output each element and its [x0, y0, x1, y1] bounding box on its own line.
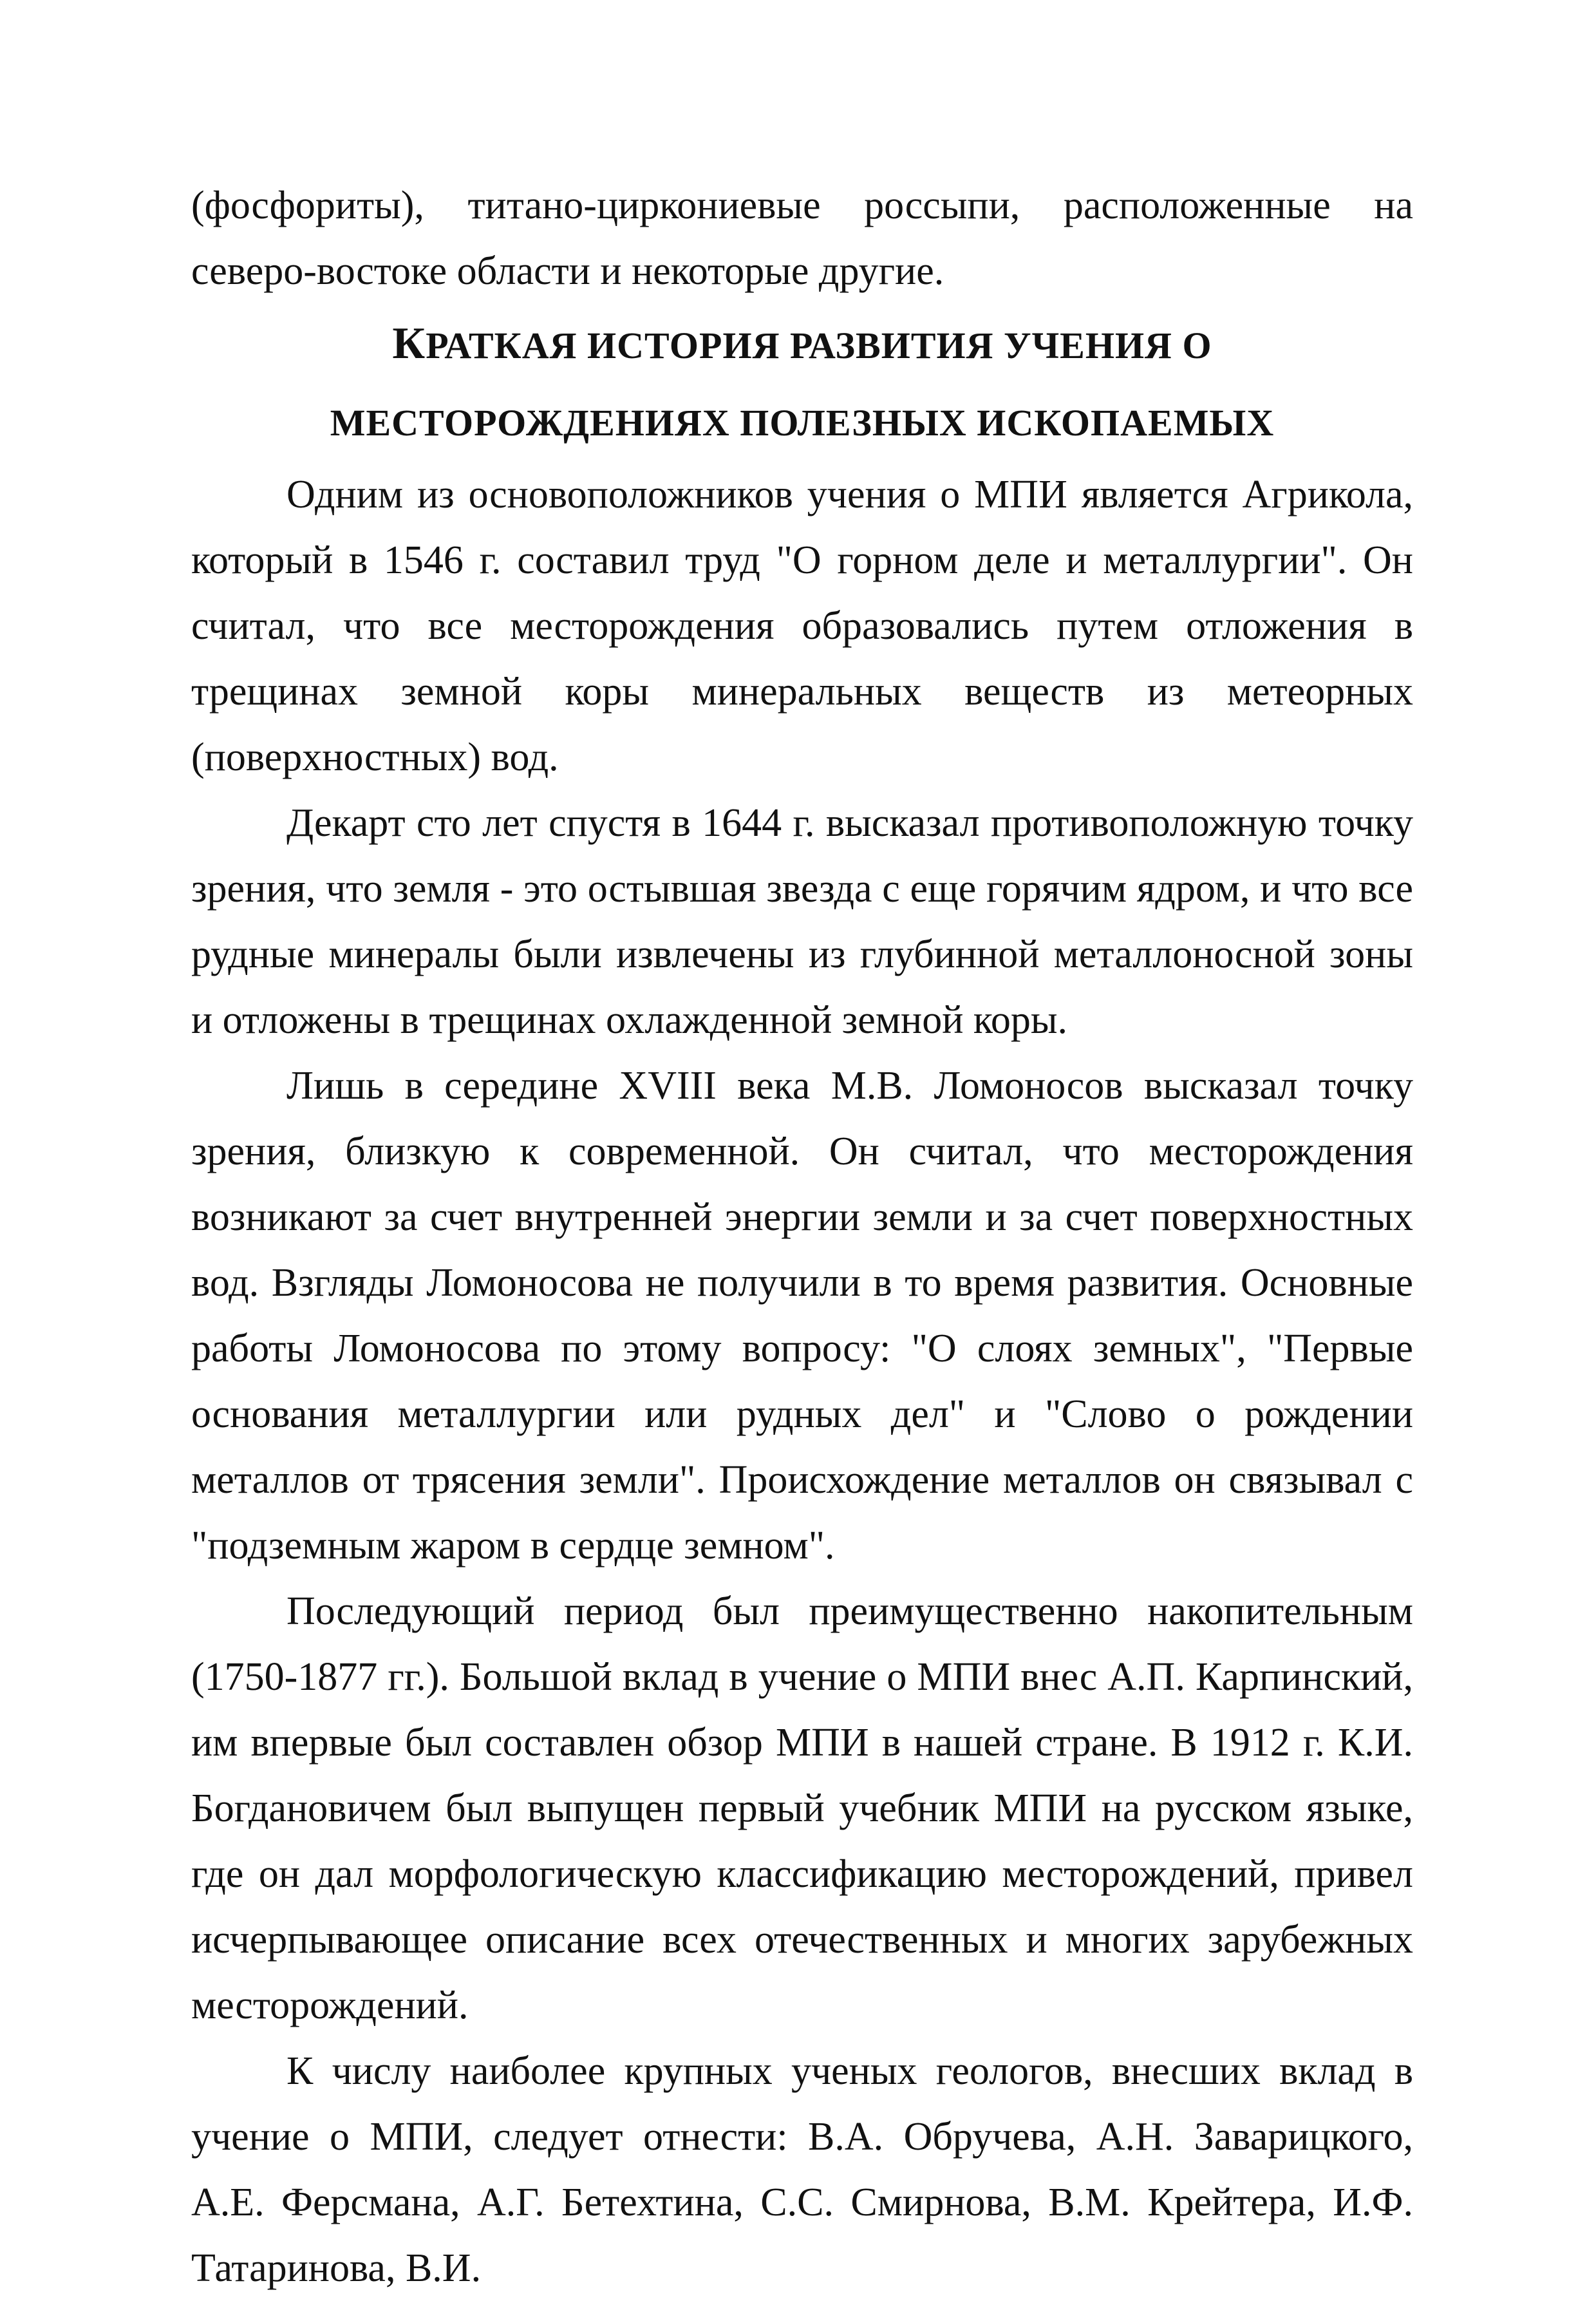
heading-line-1: РАТКАЯ ИСТОРИЯ РАЗВИТИЯ УЧЕНИЯ О: [426, 325, 1212, 366]
paragraph-major-scientists: К числу наиболее крупных ученых геологов, внесших вклад в учение о МПИ, следует отнести: В.А. Обручева, А.Н. Заварицкого, А.Е. Ферсмана, А.Г. Бетехтина, С.С. Смирнова, В.М. Крейтера, И.Ф. Татаринова, В.И.: [191, 2049, 1413, 2290]
document-body: [191, 173, 1413, 2301]
paragraph-agricola: Одним из основоположников учения о МПИ является Агрикола, который в 1546 г. составил труд "О горном деле и металлургии". Он считал, что все месторождения образовались путем отложения в трещинах земной коры минеральных веществ из метеорных (поверхностных) вод.: [191, 473, 1413, 779]
paragraph-lomonosov: Лишь в середине XVIII века М.В. Ломоносов высказал точку зрения, близкую к современной. Он считал, что месторождения возникают за счет внутренней энергии земли и за счет поверхностных вод. Взгляды Ломоносова не получили в то время развития. Основные работы Ломоносова по этому вопросу: "О слоях земных", "Первые основания металлургии или рудных дел" и "Слово о рождении металлов от трясения земли". Происхождение металлов он связывал с "подземным жаром в сердце земном".: [191, 1064, 1413, 1567]
paragraph-descartes: Декарт сто лет спустя в 1644 г. высказал противоположную точку зрения, что земля - это остывшая звезда с еще горячим ядром, и что все рудные минералы были извлечены из глубинной металлоносной зоны и отложены в трещинах охлажденной земной коры.: [191, 801, 1413, 1042]
heading-initial-letter: К: [392, 319, 426, 368]
intro-paragraph: (фосфориты), титано-циркониевые россыпи, расположенные на северо-востоке области и некоторые другие.: [191, 184, 1413, 293]
paragraph-accumulative-period: Последующий период был преимущественно накопительным (1750-1877 гг.). Большой вклад в учение о МПИ внес А.П. Карпинский, им впервые был составлен обзор МПИ в нашей стране. В 1912 г. К.И. Богдановичем был выпущен первый учебник МПИ на русском языке, где он дал морфологическую классификацию месторождений, привел исчерпывающее описание всех отечественных и многих зарубежных месторождений.: [191, 1589, 1413, 2027]
section-heading: [191, 305, 1413, 462]
heading-line-2: МЕСТОРОЖДЕНИЯХ ПОЛЕЗНЫХ ИСКОПАЕМЫХ: [330, 402, 1275, 444]
